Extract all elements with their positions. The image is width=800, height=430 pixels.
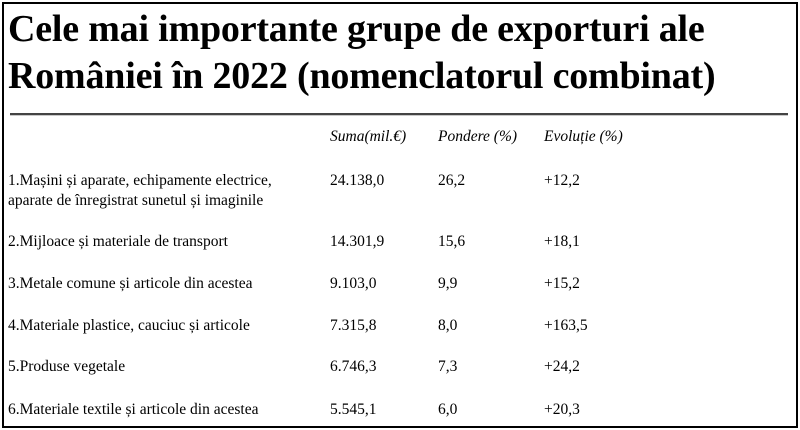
cell-evolutie: +15,2 bbox=[544, 275, 580, 292]
cell-pondere: 6,0 bbox=[438, 401, 458, 418]
cell-suma: 24.138,0 bbox=[330, 172, 385, 189]
cell-suma: 5.545,1 bbox=[330, 401, 377, 418]
cell-evolutie: +24,2 bbox=[544, 358, 580, 375]
cell-evolutie: +163,5 bbox=[544, 317, 588, 334]
title-line-1: Cele mai importante grupe de exporturi ale bbox=[8, 8, 705, 50]
cell-pondere: 9,9 bbox=[438, 275, 458, 292]
cell-evolutie: +12,2 bbox=[544, 172, 580, 189]
row-label-line: aparate de înregistrat sunetul și imaginile bbox=[8, 192, 264, 209]
cell-suma: 9.103,0 bbox=[330, 275, 377, 292]
row-label-line: 1.Mașini și aparate, echipamente electrice, bbox=[8, 172, 272, 189]
cell-pondere: 15,6 bbox=[438, 233, 466, 250]
row-label: 4.Materiale plastice, cauciuc și articole bbox=[8, 317, 250, 334]
cell-evolutie: +20,3 bbox=[544, 401, 580, 418]
row-label bbox=[8, 171, 272, 211]
document-frame bbox=[2, 2, 798, 428]
cell-suma: 6.746,3 bbox=[330, 358, 377, 375]
cell-pondere: 7,3 bbox=[438, 358, 458, 375]
page-title bbox=[8, 6, 792, 100]
title-divider bbox=[10, 113, 788, 116]
row-label: 2.Mijloace și materiale de transport bbox=[8, 233, 228, 250]
header-pondere: Pondere (%) bbox=[438, 128, 518, 145]
row-label: 5.Produse vegetale bbox=[8, 358, 126, 375]
header-suma: Suma(mil.€) bbox=[330, 128, 407, 145]
header-evolutie: Evoluție (%) bbox=[544, 128, 623, 145]
cell-pondere: 26,2 bbox=[438, 172, 466, 189]
row-label: 3.Metale comune și articole din acestea bbox=[8, 275, 253, 292]
row-label: 6.Materiale textile și articole din acestea bbox=[8, 401, 259, 418]
cell-pondere: 8,0 bbox=[438, 317, 458, 334]
cell-suma: 7.315,8 bbox=[330, 317, 377, 334]
cell-suma: 14.301,9 bbox=[330, 233, 385, 250]
cell-evolutie: +18,1 bbox=[544, 233, 580, 250]
title-line-2: României în 2022 (nomenclatorul combinat) bbox=[8, 55, 716, 97]
